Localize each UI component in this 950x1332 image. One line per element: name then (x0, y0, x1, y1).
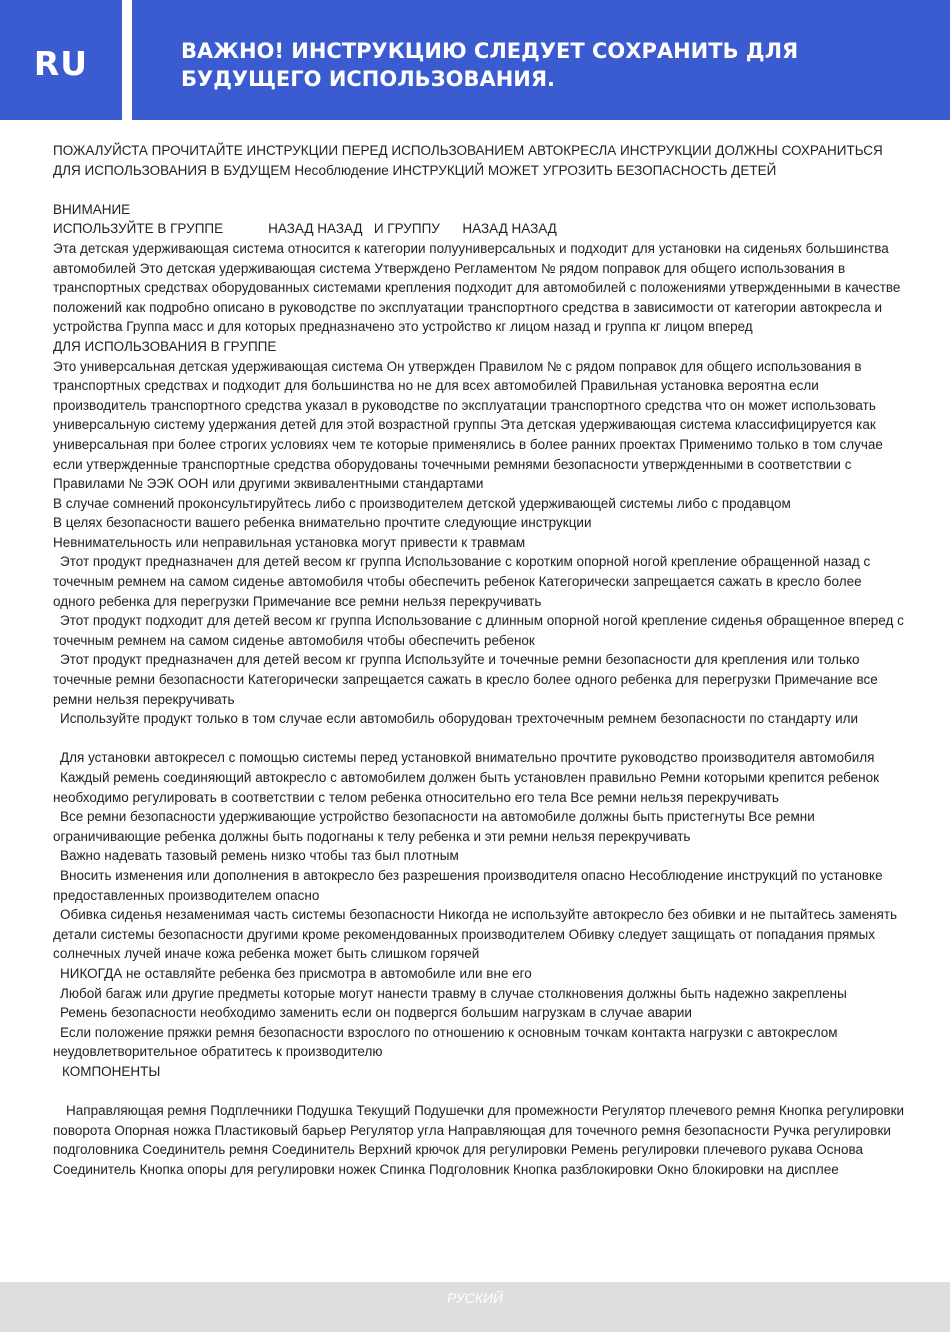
spacer (53, 1082, 905, 1102)
three-point-paragraph: Используйте продукт только в том случае если автомобиль оборудован трехточечным ремнем безопасности по стандарту или (60, 711, 859, 727)
universal-paragraph: Это универсальная детская удерживающая система Он утвержден Правилом № с рядом поправок для общего использования в транспортных средствах и подходит для большинства но не для всех автомобилей Правильная установка вероятна если производитель транспортного средства указал в руководстве по эксплуатации транспортного средства что он может использовать универсальную систему удержания детей для этой возрастной группы Эта детская удерживающая система классифицируется как универсальная при более строгих условиях чем те которые применялись в более ранних проектах Применимо только в том случае если утвержденные транспортные средства оборудованы точечными ремнями безопасности утвержденными в соответствии с Правилами № ЭЭК ООН или другими эквивалентными стандартами (53, 358, 883, 492)
language-code: RU (33, 44, 89, 83)
each-belt-paragraph: Каждый ремень соединяющий автокресло с автомобилем должен быть установлен правильно Ремни которыми крепится ребенок необходимо регулировать в соответствии с телом ребенка относительно его тела Все ремни нельзя перекручивать (53, 770, 880, 805)
groups-line: ИСПОЛЬЗУЙТЕ В ГРУППЕ НАЗАД НАЗАД И ГРУППУ НАЗАД НАЗАД (53, 221, 557, 237)
doubts-paragraph: В случае сомнений проконсультируйтесь либо с производителем детской удерживающей системы либо с продавцом (53, 495, 791, 511)
header-banner (132, 0, 950, 120)
attention-heading: ВНИМАНИЕ (53, 201, 131, 217)
replace-belt-paragraph: Ремень безопасности необходимо заменить если он подвергся большим нагрузкам в случае аварии (60, 1005, 692, 1021)
product-rear-paragraph: Этот продукт предназначен для детей весом кг группа Использование с коротким опорной ногой крепление обращенной назад с точечным ремнем на самом сиденье автомобиля чтобы обеспечить ребенок Категорически запрещается сажать в кресло более одного ребенка для перегрузки Примечание все ремни нельзя перекручивать (53, 554, 871, 609)
never-leave-paragraph: НИКОГДА не оставляйте ребенка без присмотра в автомобиле или вне его (60, 965, 532, 981)
all-belts-paragraph: Все ремни безопасности удерживающие устройство безопасности на автомобиле должны быть пристегнуты Все ремни ограничивающие ребенка должны быть подогнаны к телу ребенка и эти ремни нельзя перекручивать (53, 809, 815, 844)
page-title: ВАЖНО! ИНСТРУКЦИЮ СЛЕДУЕТ СОХРАНИТЬ ДЛЯ БУДУЩЕГО ИСПОЛЬЗОВАНИЯ. (181, 39, 799, 91)
components-list: Направляющая ремня Подплечники Подушка Текущий Подушечки для промежности Регулятор плечевого ремня Кнопка регулировки поворота Опорная ножка Пластиковый барьер Регулятор угла Направляющая для точечного ремня безопасности Ручка регулировки подголовника Соединитель ремня Соединитель Верхний крючок для регулировки Ремень регулировки плечевого рукава Основа Соединитель Кнопка опоры для регулировки ножек Спинка Подголовник Кнопка разблокировки Окно блокировки на дисплее (53, 1103, 905, 1177)
luggage-paragraph: Любой багаж или другие предметы которые могут нанести травму в случае столкновения должны быть надежно закреплены (60, 985, 847, 1001)
spacer (53, 729, 905, 749)
footer-language-label: РУСКИЙ (446, 1290, 504, 1306)
safety-read-paragraph: В целях безопасности вашего ребенка внимательно прочтите следующие инструкции (53, 515, 592, 531)
footer-bar (0, 1282, 950, 1332)
components-heading: КОМПОНЕНТЫ (62, 1063, 161, 1079)
product-forward-paragraph: Этот продукт подходит для детей весом кг группа Использование с длинным опорной ногой крепление сиденья обращенное вперед с точечным ремнем на самом сиденье автомобиля чтобы обеспечить ребенок (53, 613, 904, 648)
instructions-body (53, 141, 905, 1179)
system-install-paragraph: Для установки автокресел с помощью системы перед установкой внимательно прочтите руководство производителя автомобиля (60, 750, 875, 766)
group-use-heading: ДЛЯ ИСПОЛЬЗОВАНИЯ В ГРУППЕ (53, 338, 277, 354)
improper-install-paragraph: Невнимательность или неправильная установка могут привести к травмам (53, 534, 526, 550)
buckle-paragraph: Если положение пряжки ремня безопасности взрослого по отношению к основным точкам контакта нагрузки с автокреслом неудовлетворительное обратитесь к производителю (53, 1024, 838, 1060)
spacer (53, 180, 905, 200)
language-badge (0, 0, 122, 120)
semi-universal-paragraph: Эта детская удерживающая система относится к категории полууниверсальных и подходит для установки на сиденьях большинства автомобилей Это детская удерживающая система Утверждено Регламентом № рядом поправок для общего использования в транспортных средствах оборудованных системами крепления подходит для автомобилей с положениями утвержденными в качестве положений как подробно описано в руководстве по эксплуатации транспортного средства в зависимости от категории автокресла и устройства Группа масс и для которых предназначено это устройство кг лицом назад и группа кг лицом вперед (53, 240, 901, 335)
intro-paragraph: ПОЖАЛУЙСТА ПРОЧИТАЙТЕ ИНСТРУКЦИИ ПЕРЕД ИСПОЛЬЗОВАНИЕМ АВТОКРЕСЛА ИНСТРУКЦИИ ДОЛЖНЫ СОХРАНИТЬСЯ ДЛЯ ИСПОЛЬЗОВАНИЯ В БУДУЩЕМ Несоблюдение ИНСТРУКЦИЙ МОЖЕТ УГРОЗИТЬ БЕЗОПАСНОСТЬ ДЕТЕЙ (53, 143, 883, 178)
product-belts-paragraph: Этот продукт предназначен для детей весом кг группа Используйте и точечные ремни безопасности для крепления или только точечные ремни безопасности Категорически запрещается сажать в кресло более одного ребенка для перегрузки Примечание все ремни нельзя перекручивать (53, 652, 878, 707)
upholstery-paragraph: Обивка сиденья незаменимая часть системы безопасности Никогда не используйте автокресло без обивки и не пытайтесь заменять детали системы безопасности другими кроме рекомендованных производителем Обивку следует защищать от попадания прямых солнечных лучей иначе кожа ребенка может быть слишком горячей (53, 907, 898, 962)
modifications-paragraph: Вносить изменения или дополнения в автокресло без разрешения производителя опасно Несоблюдение инструкций по установке предоставленных производителем опасно (53, 867, 883, 903)
lap-belt-paragraph: Важно надевать тазовый ремень низко чтобы таз был плотным (60, 848, 459, 864)
